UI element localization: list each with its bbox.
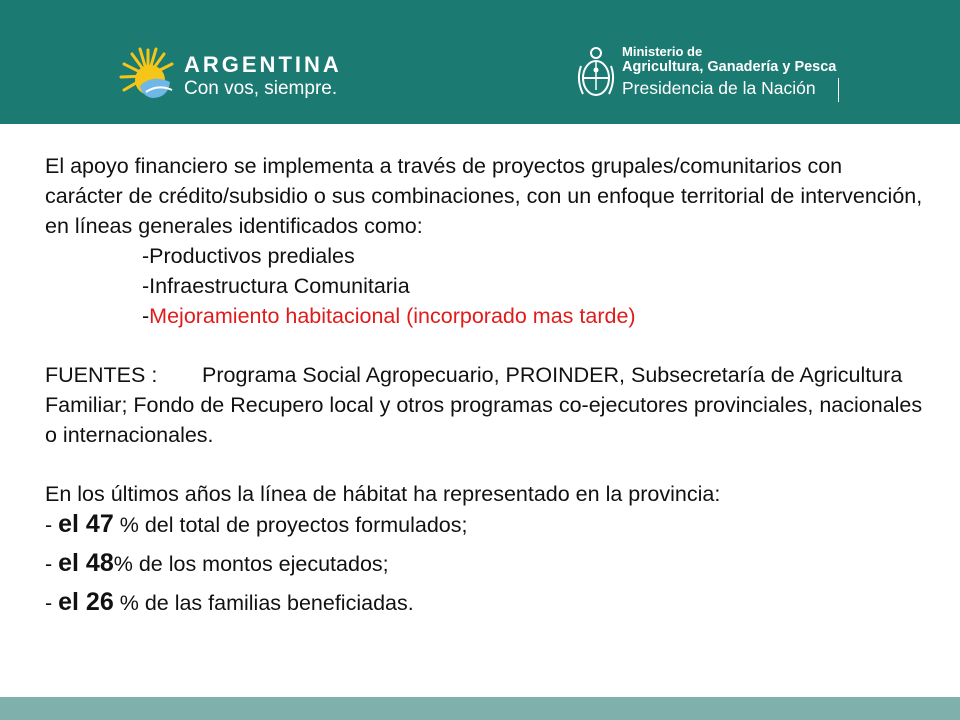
line-text: Infraestructura Comunitaria: [149, 274, 410, 298]
stat-value: el 48: [58, 549, 114, 577]
stat-value: el 47: [58, 510, 114, 538]
header-banner: [0, 0, 960, 124]
fuentes-paragraph: [45, 360, 925, 450]
ministry-divider: [838, 78, 839, 102]
line-dash: -: [142, 274, 150, 298]
argentina-logo: [118, 46, 348, 106]
habitat-intro: En los últimos años la línea de hábitat ha representado en la provincia:: [45, 482, 721, 506]
stat-item: [45, 548, 925, 579]
footer-bar: [0, 697, 960, 720]
line-dash: -: [142, 244, 150, 268]
ministry-logo: [576, 42, 846, 108]
line-item: [45, 241, 925, 271]
national-seal-icon: [576, 44, 616, 104]
slide-content: [45, 151, 925, 618]
stat-text: % del total de proyectos formulados;: [113, 513, 468, 537]
line-text-highlight: Mejoramiento habitacional (incorporado mas tarde): [149, 304, 636, 328]
stat-item: [45, 587, 925, 618]
ministry-line-1: Ministerio de: [622, 44, 703, 59]
stat-dash: -: [45, 552, 59, 576]
ministry-line-2: Agricultura, Ganadería y Pesca: [622, 59, 837, 75]
argentina-slogan: Con vos, siempre.: [184, 78, 338, 99]
argentina-wordmark: ARGENTINA: [184, 52, 342, 77]
line-item: [45, 271, 925, 301]
line-text: Productivos prediales: [149, 244, 355, 268]
line-item: [45, 301, 925, 331]
sun-logo-icon: [118, 46, 178, 106]
ministry-line-3: Presidencia de la Nación: [622, 78, 816, 98]
stat-value: el 26: [58, 588, 114, 616]
stat-dash: -: [45, 513, 59, 537]
stat-item: [45, 509, 925, 540]
fuentes-text: Programa Social Agropecuario, PROINDER, Subsecretaría de Agricultura Familiar; Fondo de Recupero local y otros programas co-ejecutores provinciales, nacionales o internacionales.: [45, 363, 923, 447]
fuentes-label: FUENTES :: [45, 363, 158, 387]
spacer: [45, 450, 925, 479]
line-dash: -: [142, 304, 150, 328]
stat-text: % de los montos ejecutados;: [113, 552, 389, 576]
intro-paragraph: El apoyo financiero se implementa a través de proyectos grupales/comunitarios con carácter de crédito/subsidio o sus combinaciones, con un enfoque territorial de intervención, en líneas generales identificados como:: [45, 154, 923, 238]
stat-dash: -: [45, 591, 59, 615]
spacer: [45, 331, 925, 360]
stat-text: % de las familias beneficiadas.: [113, 591, 414, 615]
